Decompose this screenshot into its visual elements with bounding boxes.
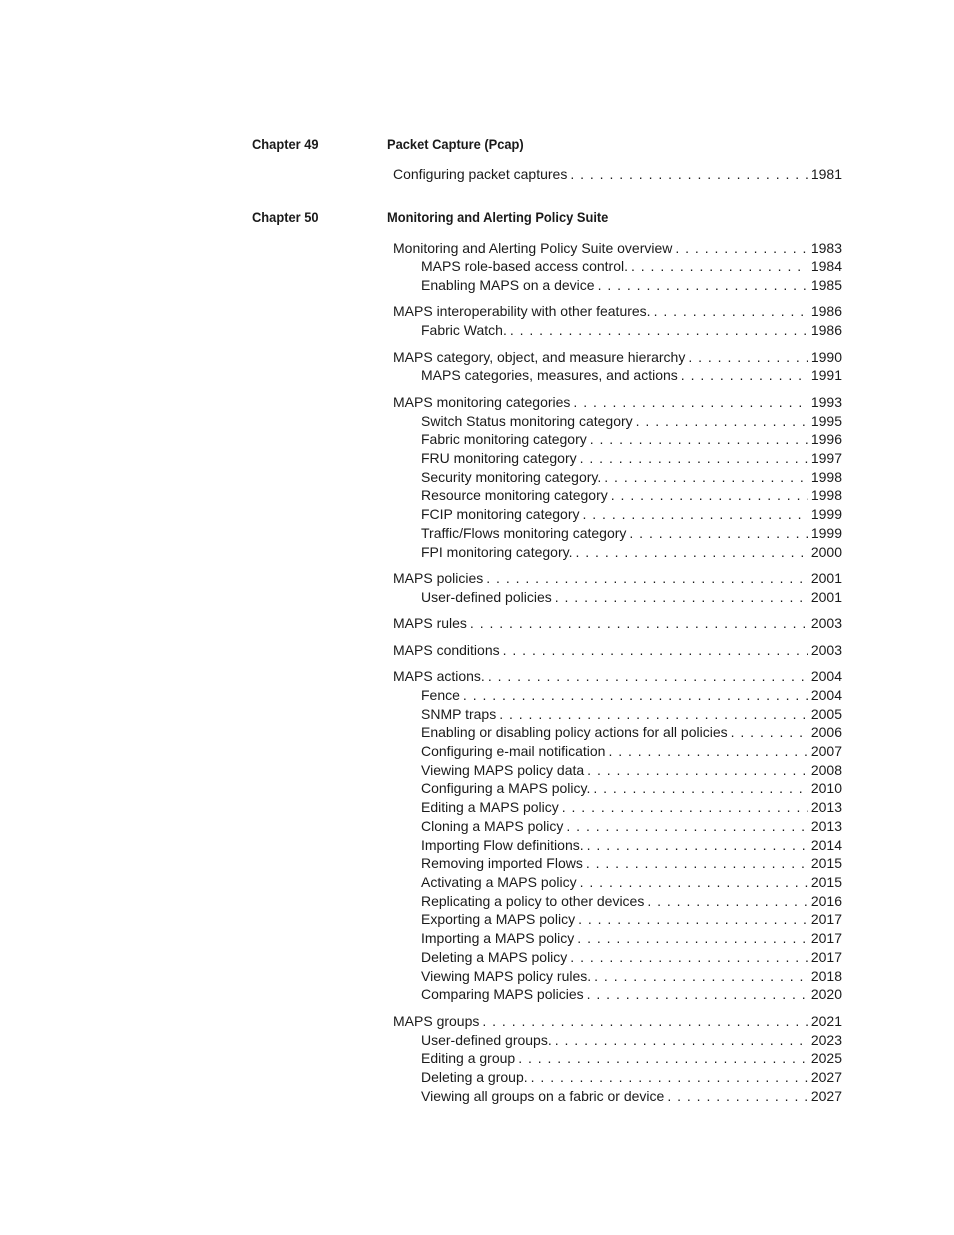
toc-entry-page: 1999: [810, 506, 842, 522]
toc-entry-page: 1991: [810, 367, 842, 383]
toc-subentry[interactable]: [421, 258, 842, 276]
toc-subentry[interactable]: [421, 893, 842, 911]
toc-entry-page: 1990: [810, 349, 842, 365]
toc-entry[interactable]: [393, 615, 842, 633]
dot-leader: [570, 166, 808, 182]
toc-entry[interactable]: [393, 240, 842, 258]
dot-leader: [577, 930, 808, 946]
toc-subentry[interactable]: [421, 506, 842, 524]
toc-entry-title: Traffic/Flows monitoring category: [421, 525, 627, 541]
toc-entry-title: Importing a MAPS policy: [421, 930, 575, 946]
toc-entry-page: 2000: [810, 544, 842, 560]
dot-leader: [510, 322, 808, 338]
dot-leader: [688, 349, 808, 365]
toc-subentry[interactable]: [421, 589, 842, 607]
dot-leader: [486, 570, 808, 586]
chapter-title: Packet Capture (Pcap): [387, 136, 524, 152]
toc-entry-page: 2008: [810, 762, 842, 778]
toc-entry-page: 2001: [810, 570, 842, 586]
toc-entry-page: 1986: [810, 303, 842, 319]
dot-leader: [482, 1013, 807, 1029]
toc-subentry[interactable]: [421, 1050, 842, 1068]
toc-entry[interactable]: [393, 166, 842, 184]
toc-subentry[interactable]: [421, 724, 842, 742]
dot-leader: [580, 874, 808, 890]
toc-entry-page: 2004: [810, 668, 842, 684]
toc-entry-title: Replicating a policy to other devices: [421, 893, 645, 909]
toc-subentry[interactable]: [421, 487, 842, 505]
toc-entry-title: MAPS categories, measures, and actions: [421, 367, 678, 383]
toc-subentry[interactable]: [421, 837, 842, 855]
toc-subentry[interactable]: [421, 525, 842, 543]
toc-entry-page: 2006: [810, 724, 842, 740]
dot-leader: [570, 949, 808, 965]
toc-entry-page: 2025: [810, 1050, 842, 1066]
toc-entry-title: Resource monitoring category: [421, 487, 608, 503]
dot-leader: [594, 968, 808, 984]
toc-entry-title: Activating a MAPS policy: [421, 874, 577, 890]
toc-subentry[interactable]: [421, 431, 842, 449]
toc-entry-title: Fabric monitoring category: [421, 431, 587, 447]
toc-entry-title: Viewing MAPS policy rules.: [421, 968, 592, 984]
chapter-heading: [0, 209, 954, 229]
toc-entry-page: 2013: [810, 818, 842, 834]
toc-entry-page: 2003: [810, 642, 842, 658]
toc-entry-title: FRU monitoring category: [421, 450, 577, 466]
dot-leader: [503, 642, 808, 658]
toc-entry-title: Removing imported Flows: [421, 855, 583, 871]
toc-entry[interactable]: [393, 349, 842, 367]
toc-entry-title: Configuring e-mail notification: [421, 743, 606, 759]
toc-entry-title: MAPS rules: [393, 615, 467, 631]
toc-entry-title: Enabling or disabling policy actions for all policies: [421, 724, 728, 740]
toc-subentry[interactable]: [421, 367, 842, 385]
toc-entry-page: 1995: [810, 413, 842, 429]
dot-leader: [575, 544, 807, 560]
dot-leader: [582, 506, 807, 522]
toc-entry-page: 1983: [810, 240, 842, 256]
dot-leader: [566, 818, 807, 834]
toc-entry[interactable]: [393, 668, 842, 686]
toc-entry-page: 2003: [810, 615, 842, 631]
toc-entry-page: 2001: [810, 589, 842, 605]
toc-subentry[interactable]: [421, 930, 842, 948]
toc-entry-page: 2016: [810, 893, 842, 909]
toc-entry-title: MAPS groups: [393, 1013, 480, 1029]
dot-leader: [681, 367, 808, 383]
toc-entry-page: 2017: [810, 930, 842, 946]
toc-subentry[interactable]: [421, 986, 842, 1004]
toc-subentry[interactable]: [421, 799, 842, 817]
dot-leader: [590, 431, 808, 447]
toc-entry-title: Comparing MAPS policies: [421, 986, 584, 1002]
dot-leader: [587, 986, 808, 1002]
toc-entry-title: MAPS interoperability with other features.: [393, 303, 651, 319]
dot-leader: [573, 394, 807, 410]
chapter-heading: [0, 136, 954, 156]
toc-entry-page: 1999: [810, 525, 842, 541]
toc-entry-page: 2007: [810, 743, 842, 759]
toc-subentry[interactable]: [421, 1032, 842, 1050]
toc-entry-title: Cloning a MAPS policy: [421, 818, 564, 834]
toc-subentry[interactable]: [421, 687, 842, 705]
dot-leader: [587, 762, 808, 778]
toc-subentry[interactable]: [421, 762, 842, 780]
toc-subentry[interactable]: [421, 855, 842, 873]
toc-subentry[interactable]: [421, 968, 842, 986]
dot-leader: [470, 615, 808, 631]
toc-entry-title: Editing a group: [421, 1050, 516, 1066]
dot-leader: [555, 589, 808, 605]
toc-subentry[interactable]: [421, 1088, 842, 1106]
toc-entry-page: 1985: [810, 277, 842, 293]
toc-entry-page: 2015: [810, 855, 842, 871]
toc-subentry[interactable]: [421, 413, 842, 431]
dot-leader: [531, 1069, 808, 1085]
toc-entry-page: 2017: [810, 949, 842, 965]
toc-subentry[interactable]: [421, 780, 842, 798]
dot-leader: [555, 1032, 808, 1048]
toc-entry[interactable]: [393, 1013, 842, 1031]
toc-subentry[interactable]: [421, 818, 842, 836]
toc-subentry[interactable]: [421, 743, 842, 761]
dot-leader: [629, 525, 807, 541]
toc-subentry[interactable]: [421, 911, 842, 929]
toc-entry-title: User-defined groups.: [421, 1032, 552, 1048]
dot-leader: [647, 893, 808, 909]
dot-leader: [611, 487, 808, 503]
dot-leader: [593, 780, 807, 796]
toc-entry-title: Security monitoring category.: [421, 469, 602, 485]
toc-entry-title: Exporting a MAPS policy: [421, 911, 576, 927]
dot-leader: [499, 706, 808, 722]
toc-entry-page: 1984: [810, 258, 842, 274]
toc-subentry[interactable]: [421, 469, 842, 487]
dot-leader: [604, 469, 808, 485]
toc-entry-page: 2010: [810, 780, 842, 796]
toc-entry-title: MAPS category, object, and measure hierarchy: [393, 349, 686, 365]
toc-entry-title: Deleting a group.: [421, 1069, 528, 1085]
toc-entry-title: Configuring packet captures: [393, 166, 568, 182]
toc-entry-page: 2005: [810, 706, 842, 722]
dot-leader: [587, 837, 808, 853]
dot-leader: [586, 855, 808, 871]
toc-entry-title: Configuring a MAPS policy.: [421, 780, 591, 796]
toc-entry-page: 2023: [810, 1032, 842, 1048]
toc-entry-title: User-defined policies: [421, 589, 552, 605]
toc-subentry[interactable]: [421, 949, 842, 967]
toc-entry-title: Viewing all groups on a fabric or device: [421, 1088, 665, 1104]
toc-entry-page: 2013: [810, 799, 842, 815]
toc-entry-page: 2018: [810, 968, 842, 984]
toc-entry[interactable]: [393, 570, 842, 588]
dot-leader: [463, 687, 808, 703]
toc-entry[interactable]: [393, 394, 842, 412]
toc-entry-title: Fence: [421, 687, 460, 703]
toc-entry-title: Deleting a MAPS policy: [421, 949, 568, 965]
toc-subentry[interactable]: [421, 1069, 842, 1087]
toc-entry-page: 1981: [810, 166, 842, 182]
dot-leader: [631, 258, 808, 274]
toc-entry-title: Editing a MAPS policy: [421, 799, 559, 815]
toc-entry-title: Viewing MAPS policy data: [421, 762, 585, 778]
toc-entry-title: Monitoring and Alerting Policy Suite overview: [393, 240, 673, 256]
toc-entry-page: 2027: [810, 1088, 842, 1104]
toc-entry-title: Switch Status monitoring category: [421, 413, 633, 429]
toc-entry-page: 2021: [810, 1013, 842, 1029]
dot-leader: [654, 303, 808, 319]
dot-leader: [578, 911, 808, 927]
toc-entry-page: 2020: [810, 986, 842, 1002]
dot-leader: [675, 240, 807, 256]
toc-entry-page: 1997: [810, 450, 842, 466]
toc-entry-page: 1998: [810, 469, 842, 485]
toc-entry-page: 2004: [810, 687, 842, 703]
dot-leader: [636, 413, 808, 429]
toc-subentry[interactable]: [421, 706, 842, 724]
toc-entry[interactable]: [393, 303, 842, 321]
toc-subentry[interactable]: [421, 450, 842, 468]
dot-leader: [518, 1050, 808, 1066]
toc-entry-title: Importing Flow definitions.: [421, 837, 584, 853]
toc-entry-page: 2017: [810, 911, 842, 927]
toc-subentry[interactable]: [421, 544, 842, 562]
dot-leader: [580, 450, 808, 466]
toc-entry-page: 2015: [810, 874, 842, 890]
chapter-title: Monitoring and Alerting Policy Suite: [387, 209, 609, 225]
dot-leader: [488, 668, 808, 684]
dot-leader: [667, 1088, 808, 1104]
dot-leader: [598, 277, 808, 293]
toc-entry-title: SNMP traps: [421, 706, 497, 722]
toc-entry-page: 1996: [810, 431, 842, 447]
toc-entry-page: 1998: [810, 487, 842, 503]
toc-entry[interactable]: [393, 642, 842, 660]
toc-entry-page: 2014: [810, 837, 842, 853]
chapter-number: Chapter 50: [252, 209, 319, 225]
toc-entry-page: 1993: [810, 394, 842, 410]
toc-entry-title: MAPS role-based access control.: [421, 258, 628, 274]
toc-entry-title: Fabric Watch.: [421, 322, 507, 338]
toc-entry-title: FPI monitoring category.: [421, 544, 573, 560]
toc-subentry[interactable]: [421, 874, 842, 892]
toc-subentry[interactable]: [421, 277, 842, 295]
toc-entry-title: MAPS policies: [393, 570, 484, 586]
dot-leader: [731, 724, 808, 740]
toc-entry-title: MAPS monitoring categories: [393, 394, 571, 410]
toc-entry-page: 2027: [810, 1069, 842, 1085]
toc-subentry[interactable]: [421, 322, 842, 340]
toc-entry-title: FCIP monitoring category: [421, 506, 580, 522]
toc-entry-page: 1986: [810, 322, 842, 338]
chapter-number: Chapter 49: [252, 136, 319, 152]
dot-leader: [562, 799, 808, 815]
toc-entry-title: MAPS conditions: [393, 642, 500, 658]
toc-entry-title: MAPS actions.: [393, 668, 485, 684]
dot-leader: [608, 743, 807, 759]
toc-entry-title: Enabling MAPS on a device: [421, 277, 595, 293]
